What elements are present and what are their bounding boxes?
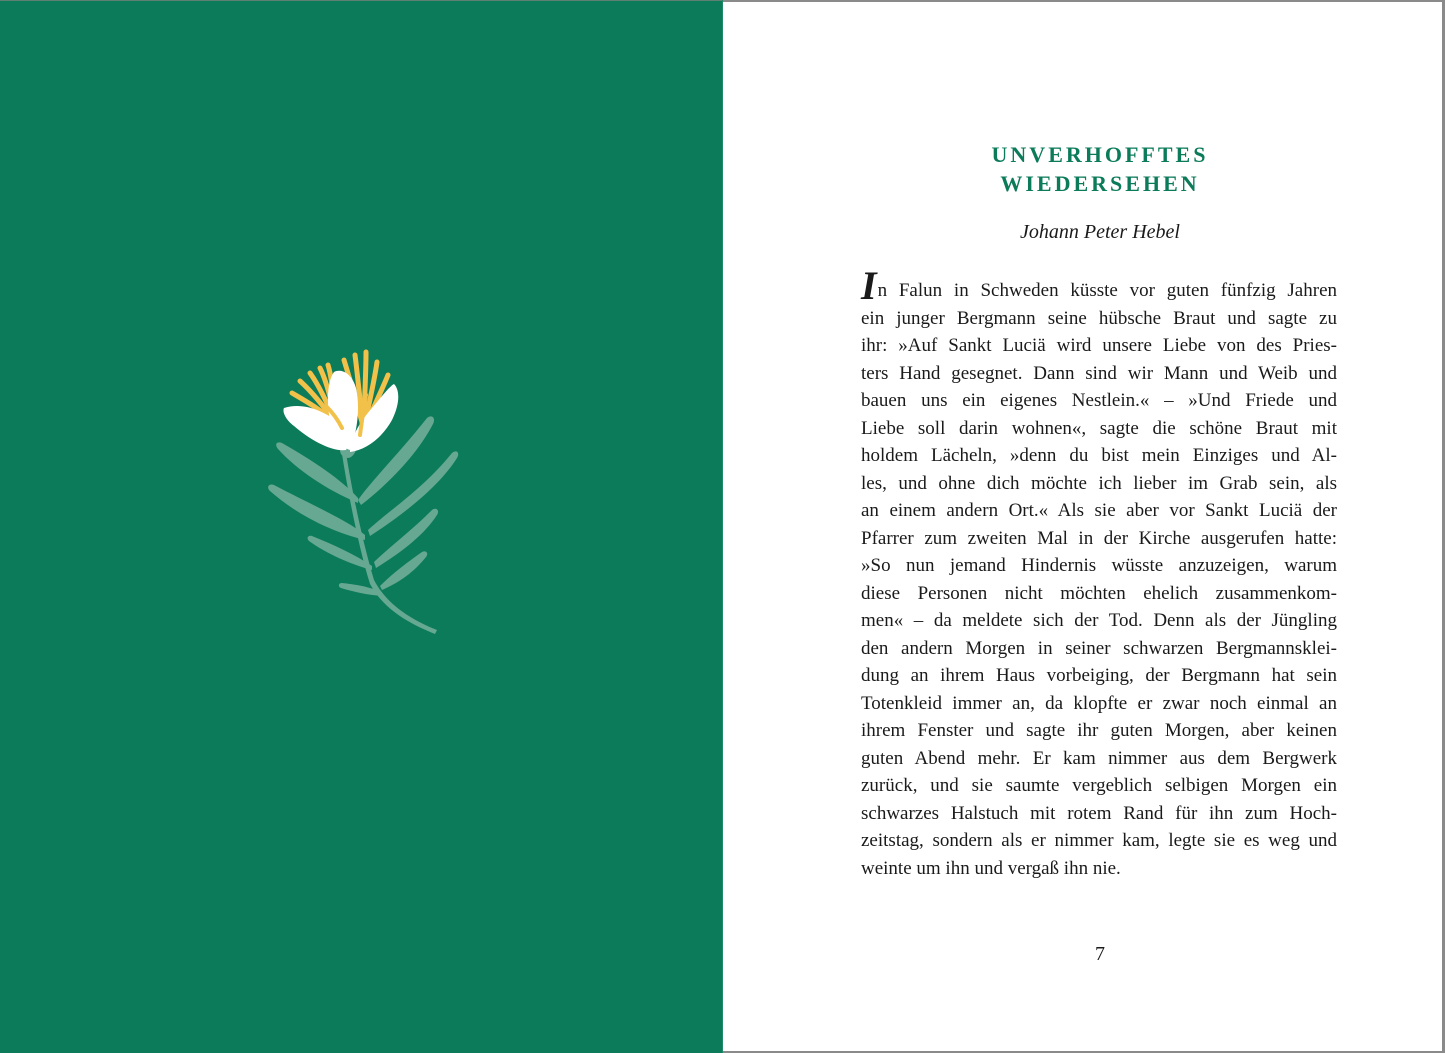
title-line-2: WIEDERSEHEN bbox=[1000, 171, 1200, 196]
page-edge bbox=[0, 0, 722, 1]
body-line: men« – da meldete sich der Tod. Denn als der Jüngling bbox=[861, 610, 1337, 631]
flower-illustration-icon bbox=[262, 340, 462, 640]
body-line: ihr: »Auf Sankt Luciä wird unsere Liebe von des Pries- bbox=[861, 335, 1337, 356]
body-line: dung an ihrem Haus vorbeiging, der Bergmann hat sein bbox=[861, 665, 1337, 686]
body-line: Liebe soll darin wohnen«, sagte die schöne Braut mit bbox=[861, 417, 1337, 439]
body-line: »So nun jemand Hindernis wüsste anzuzeigen, warum bbox=[861, 555, 1337, 576]
body-line: zeitstag, sondern als er nimmer kam, legte sie es weg und bbox=[861, 830, 1337, 851]
author-name: Johann Peter Hebel bbox=[1020, 221, 1180, 243]
body-line: Totenkleid immer an, da klopfte er zwar noch einmal an bbox=[861, 692, 1337, 714]
title-line-1: UNVERHOFFTES bbox=[991, 142, 1209, 167]
body-line: guten Abend mehr. Er kam nimmer aus dem Bergwerk bbox=[861, 747, 1337, 769]
body-line: In Falun in Schweden küsste vor guten fünfzig Jahren bbox=[861, 263, 1337, 308]
body-line: holdem Lächeln, »denn du bist mein Einziges und Al- bbox=[861, 445, 1337, 466]
body-line: ihrem Fenster und sagte ihr guten Morgen, aber keinen bbox=[861, 720, 1337, 741]
body-line: bauen uns ein eigenes Nestlein.« – »Und Friede und bbox=[861, 390, 1337, 411]
story-body bbox=[861, 263, 1337, 882]
story-title bbox=[860, 140, 1340, 198]
body-line: ters Hand gesegnet. Dann sind wir Mann und Weib und bbox=[861, 362, 1337, 384]
left-page bbox=[0, 0, 722, 1053]
body-line: an einem andern Ort.« Als sie aber vor Sankt Luciä der bbox=[861, 500, 1337, 521]
body-line: ein junger Bergmann seine hübsche Braut und sagte zu bbox=[861, 307, 1337, 329]
body-line: diese Personen nicht möchten ehelich zusammenkom- bbox=[861, 582, 1337, 604]
body-line: schwarzes Halstuch mit rotem Rand für ihn zum Hoch- bbox=[861, 802, 1337, 824]
body-line: den andern Morgen in seiner schwarzen Bergmannsklei- bbox=[861, 637, 1337, 659]
body-line: les, und ohne dich möchte ich lieber im Grab sein, als bbox=[861, 472, 1337, 494]
body-line: Pfarrer zum zweiten Mal in der Kirche ausgerufen hatte: bbox=[861, 527, 1337, 549]
drop-cap: I bbox=[861, 263, 877, 308]
body-line: weinte um ihn und vergaß ihn nie. bbox=[861, 857, 1121, 879]
leaf-icon bbox=[268, 416, 458, 634]
page-number: 7 bbox=[1095, 943, 1105, 965]
body-line: zurück, und sie saumte vergeblich selbigen Morgen ein bbox=[861, 775, 1337, 796]
